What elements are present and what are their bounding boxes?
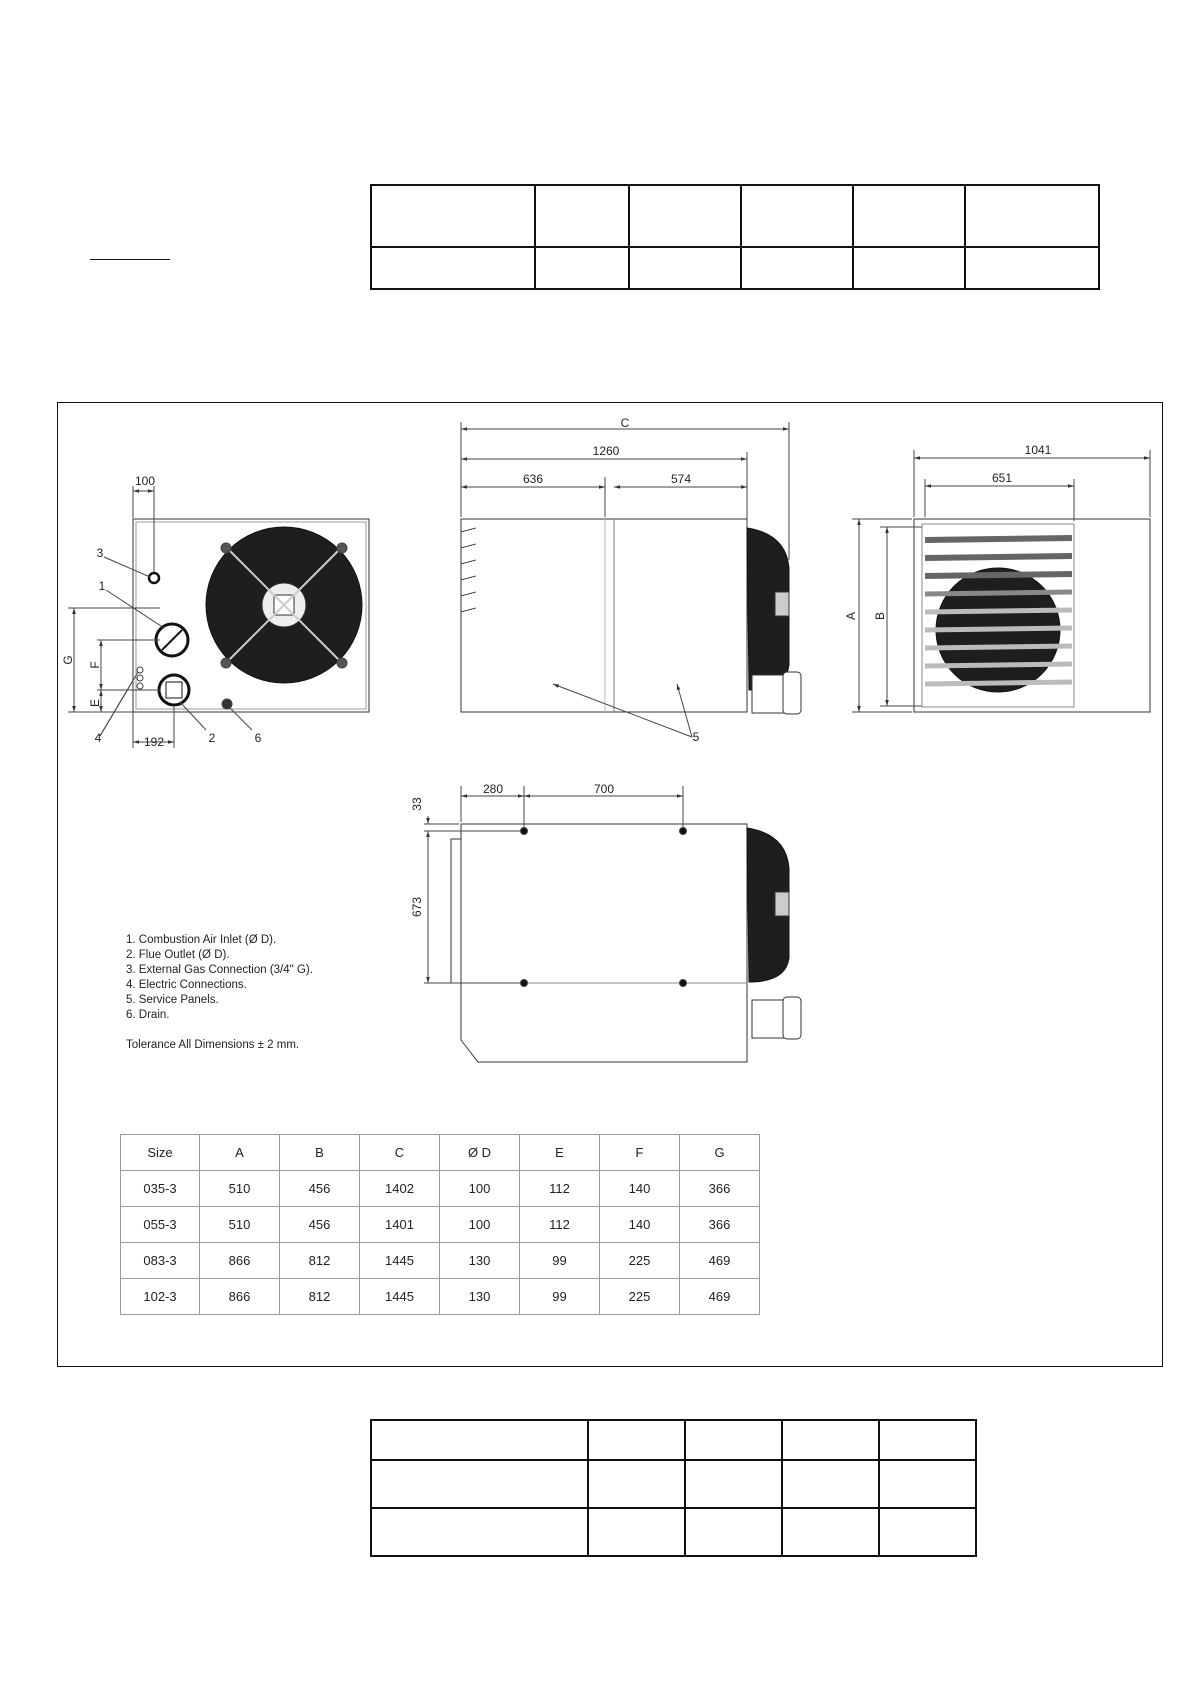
flue-outlet-icon <box>159 675 189 705</box>
table-cell: 102-3 <box>121 1279 200 1315</box>
column-header: F <box>600 1135 680 1171</box>
dim-label: 700 <box>593 782 615 796</box>
dim-label: A <box>844 611 858 621</box>
table-cell: 130 <box>440 1279 520 1315</box>
table-cell: 112 <box>520 1207 600 1243</box>
rear-view <box>852 450 1150 712</box>
column-header: B <box>280 1135 360 1171</box>
table-cell: 812 <box>280 1279 360 1315</box>
table-cell: 100 <box>440 1207 520 1243</box>
dim-label: E <box>88 698 102 708</box>
blank-cell <box>782 1508 879 1556</box>
blank-cell <box>782 1420 879 1460</box>
table-cell: 1445 <box>360 1243 440 1279</box>
column-header: Ø D <box>440 1135 520 1171</box>
legend-item: 3. External Gas Connection (3/4" G). <box>126 964 313 976</box>
callout-label: 6 <box>254 731 262 745</box>
table-cell: 1445 <box>360 1279 440 1315</box>
blank-cell <box>588 1420 685 1460</box>
table-cell: 1401 <box>360 1207 440 1243</box>
table-cell: 99 <box>520 1279 600 1315</box>
table-cell: 510 <box>200 1207 280 1243</box>
legend-item: 2. Flue Outlet (Ø D). <box>126 949 230 961</box>
dim-label: 1260 <box>592 444 620 458</box>
table-row <box>121 1171 760 1207</box>
column-header: Size <box>121 1135 200 1171</box>
dim-label: 280 <box>482 782 504 796</box>
callout-label: 2 <box>208 731 216 745</box>
callout-label: 5 <box>692 730 700 744</box>
blank-cell <box>371 1508 588 1556</box>
bottom-blank-table <box>370 1419 977 1557</box>
column-header: C <box>360 1135 440 1171</box>
blank-cell <box>588 1460 685 1508</box>
table-cell: 456 <box>280 1171 360 1207</box>
callout-label: 1 <box>98 579 106 593</box>
dim-label: B <box>873 611 887 621</box>
dim-label: 636 <box>522 472 544 486</box>
legend-item: 5. Service Panels. <box>126 994 219 1006</box>
table-cell: 140 <box>600 1207 680 1243</box>
table-cell: 225 <box>600 1279 680 1315</box>
table-cell: 100 <box>440 1171 520 1207</box>
blank-cell <box>588 1508 685 1556</box>
legend-notes <box>126 933 313 1053</box>
dim-label: 100 <box>134 474 156 488</box>
table-cell: 225 <box>600 1243 680 1279</box>
blank-cell <box>879 1420 976 1460</box>
dim-label: 574 <box>670 472 692 486</box>
table-header-row <box>121 1135 760 1171</box>
table-cell: 469 <box>680 1243 760 1279</box>
blank-cell <box>879 1508 976 1556</box>
front-view <box>68 486 369 748</box>
blank-cell <box>879 1460 976 1508</box>
callout-label: 3 <box>96 546 104 560</box>
table-cell: 1402 <box>360 1171 440 1207</box>
table-cell: 130 <box>440 1243 520 1279</box>
top-view <box>424 786 801 1062</box>
table-cell: 456 <box>280 1207 360 1243</box>
table-cell: 469 <box>680 1279 760 1315</box>
column-header: G <box>680 1135 760 1171</box>
table-cell: 812 <box>280 1243 360 1279</box>
dim-label: G <box>61 655 75 665</box>
table-cell: 035-3 <box>121 1171 200 1207</box>
table-cell: 083-3 <box>121 1243 200 1279</box>
table-cell: 366 <box>680 1207 760 1243</box>
table-cell: 055-3 <box>121 1207 200 1243</box>
callout-label: 4 <box>94 731 102 745</box>
column-header: A <box>200 1135 280 1171</box>
legend-item: 6. Drain. <box>126 1009 170 1021</box>
dim-label: 1041 <box>1024 443 1052 457</box>
side-view <box>461 422 801 737</box>
table-cell: 866 <box>200 1243 280 1279</box>
blank-cell <box>371 1420 588 1460</box>
table-cell: 99 <box>520 1243 600 1279</box>
dim-label: 651 <box>991 471 1013 485</box>
dim-label: F <box>88 661 102 669</box>
column-header: E <box>520 1135 600 1171</box>
table-row <box>121 1279 760 1315</box>
dim-label: C <box>620 416 630 430</box>
table-cell: 112 <box>520 1171 600 1207</box>
blank-cell <box>782 1460 879 1508</box>
table-row <box>121 1207 760 1243</box>
table-row <box>121 1243 760 1279</box>
dim-label: 33 <box>410 797 424 811</box>
dimensions-table <box>120 1134 760 1315</box>
drain-icon <box>222 699 232 709</box>
blank-cell <box>371 1460 588 1508</box>
blank-cell <box>685 1508 782 1556</box>
legend-item: 4. Electric Connections. <box>126 979 247 991</box>
table-cell: 510 <box>200 1171 280 1207</box>
table-cell: 866 <box>200 1279 280 1315</box>
legend-item: 1. Combustion Air Inlet (Ø D). <box>126 934 277 946</box>
dim-label: 673 <box>410 896 424 918</box>
tolerance-note: Tolerance All Dimensions ± 2 mm. <box>126 1039 300 1051</box>
blank-cell <box>685 1420 782 1460</box>
table-cell: 366 <box>680 1171 760 1207</box>
blank-cell <box>685 1460 782 1508</box>
table-cell: 140 <box>600 1171 680 1207</box>
dim-label: 192 <box>143 735 165 749</box>
